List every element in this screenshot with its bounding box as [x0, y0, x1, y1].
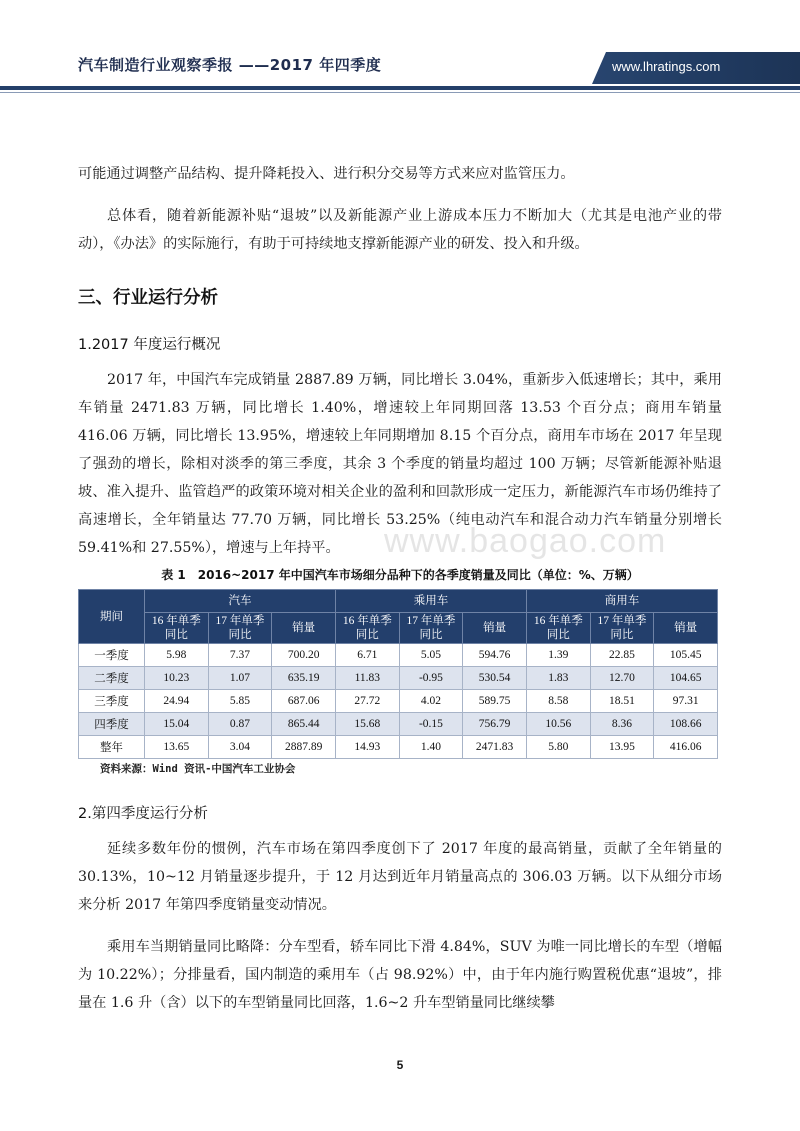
- table-source: 资料来源：Wind 资讯-中国汽车工业协会: [100, 763, 296, 775]
- report-title: 汽车制造行业观察季报 ——2017 年四季度: [78, 56, 382, 74]
- paragraph: 延续多数年份的惯例，汽车市场在第四季度创下了 2017 年度的最高销量，贡献了全年销量的 30.13%，10~12 月销量逐步提升，于 12 月达到近年月销量高点的 306.03 万辆。以下从细分市场来分析 2017 年第四季度销量变动情况。: [78, 841, 722, 913]
- table-group-header: 汽车: [145, 590, 336, 613]
- table-cell: 5.80: [526, 736, 590, 759]
- table-cell: 530.54: [463, 667, 527, 690]
- row-period: 三季度: [79, 690, 145, 713]
- table-cell: 14.93: [335, 736, 399, 759]
- page-header: [0, 0, 800, 92]
- table-subheader: 16 年单季同比: [335, 613, 399, 644]
- page-content: [78, 160, 722, 1017]
- table-cell: 97.31: [654, 690, 718, 713]
- row-period: 整年: [79, 736, 145, 759]
- table-cell: 1.39: [526, 644, 590, 667]
- table-group-header: 乘用车: [335, 590, 526, 613]
- table-cell: 13.95: [590, 736, 654, 759]
- table-cell: 11.83: [335, 667, 399, 690]
- table-cell: 2887.89: [272, 736, 336, 759]
- table-cell: 10.23: [145, 667, 209, 690]
- table-cell: 700.20: [272, 644, 336, 667]
- table-cell: 24.94: [145, 690, 209, 713]
- table-cell: 416.06: [654, 736, 718, 759]
- table-cell: 18.51: [590, 690, 654, 713]
- table-cell: 15.04: [145, 713, 209, 736]
- table-cell: 27.72: [335, 690, 399, 713]
- table-row: [79, 690, 718, 713]
- table-subheader: 17 年单季同比: [590, 613, 654, 644]
- table-cell: 13.65: [145, 736, 209, 759]
- table-cell: 589.75: [463, 690, 527, 713]
- paragraph: 2017 年，中国汽车完成销量 2887.89 万辆，同比增长 3.04%，重新步入低速增长；其中，乘用车销量 2471.83 万辆，同比增长 1.40%，增速较上年同期回落 13.53 个百分点；商用车销量 416.06 万辆，同比增长 13.95%，增速较上年同期增加 8.15 个百分点，商用车市场在 2017 年呈现了强劲的增长，除相对淡季的第三季度，其余 3 个季度的销量均超过 100 万辆；尽管新能源补贴退坡、准入提升、监管趋严的政策环境对相关企业的盈利和回款形成一定压力，新能源汽车市场仍维持了高速增长，全年销量达 77.70 万辆，同比增长 53.25%（纯电动汽车和混合动力汽车销量分别增长 59.41%和 27.55%），增速与上年持平。: [78, 372, 722, 556]
- table-cell: 5.05: [399, 644, 463, 667]
- table-row: [79, 713, 718, 736]
- table-cell: 108.66: [654, 713, 718, 736]
- subsection-heading: 1.2017 年度运行概况: [78, 337, 221, 353]
- table-cell: 635.19: [272, 667, 336, 690]
- table-cell: -0.15: [399, 713, 463, 736]
- table-cell: 15.68: [335, 713, 399, 736]
- table-cell: 1.07: [208, 667, 272, 690]
- table-cell: -0.95: [399, 667, 463, 690]
- paragraph: 乘用车当期销量同比略降：分车型看，轿车同比下滑 4.84%，SUV 为唯一同比增长的车型（增幅为 10.22%）；分排量看，国内制造的乘用车（占 98.92%）中，由于年内施行购置税优惠“退坡”，排量在 1.6 升（含）以下的车型销量同比回落，1.6~2 升车型销量同比继续攀: [78, 939, 722, 1011]
- table-cell: 756.79: [463, 713, 527, 736]
- table-cell: 1.40: [399, 736, 463, 759]
- table-row: [79, 736, 718, 759]
- table-cell: 7.37: [208, 644, 272, 667]
- table-cell: 5.98: [145, 644, 209, 667]
- table-cell: 8.58: [526, 690, 590, 713]
- table-cell: 1.83: [526, 667, 590, 690]
- table-cell: 865.44: [272, 713, 336, 736]
- table-cell: 687.06: [272, 690, 336, 713]
- watermark: www.baogao.com: [384, 522, 667, 560]
- table-cell: 8.36: [590, 713, 654, 736]
- table-subheader: 16 年单季同比: [145, 613, 209, 644]
- sales-table: [78, 589, 718, 759]
- table-subheader: 销量: [654, 613, 718, 644]
- table-cell: 594.76: [463, 644, 527, 667]
- table-header-period: 期间: [79, 590, 145, 644]
- row-period: 一季度: [79, 644, 145, 667]
- header-divider: [0, 86, 800, 90]
- row-period: 四季度: [79, 713, 145, 736]
- table-row: [79, 644, 718, 667]
- table-row: [79, 667, 718, 690]
- section-heading: 三、行业运行分析: [78, 288, 218, 308]
- table-cell: 10.56: [526, 713, 590, 736]
- table-subheader: 销量: [463, 613, 527, 644]
- table-cell: 22.85: [590, 644, 654, 667]
- table-cell: 104.65: [654, 667, 718, 690]
- table-subheader: 销量: [272, 613, 336, 644]
- website-url[interactable]: www.lhratings.com: [612, 59, 721, 74]
- table-cell: 105.45: [654, 644, 718, 667]
- table-cell: 3.04: [208, 736, 272, 759]
- paragraph: 总体看，随着新能源补贴“退坡”以及新能源产业上游成本压力不断加大（尤其是电池产业的带动），《办法》的实际施行，有助于可持续地支撑新能源产业的研发、投入和升级。: [78, 208, 722, 252]
- table-subheader: 16 年单季同比: [526, 613, 590, 644]
- table-subheader: 17 年单季同比: [399, 613, 463, 644]
- table-subheader: 17 年单季同比: [208, 613, 272, 644]
- table-cell: 5.85: [208, 690, 272, 713]
- table-cell: 4.02: [399, 690, 463, 713]
- row-period: 二季度: [79, 667, 145, 690]
- table-cell: 0.87: [208, 713, 272, 736]
- table-cell: 2471.83: [463, 736, 527, 759]
- table-group-header: 商用车: [526, 590, 717, 613]
- page-number: 5: [396, 1058, 404, 1072]
- header-divider-thin: [0, 92, 800, 93]
- table-cell: 12.70: [590, 667, 654, 690]
- table-cell: 6.71: [335, 644, 399, 667]
- table-caption: 表 1 2016~2017 年中国汽车市场细分品种下的各季度销量及同比（单位：%、万辆）: [161, 568, 639, 582]
- subsection-heading: 2.第四季度运行分析: [78, 806, 208, 822]
- paragraph: 可能通过调整产品结构、提升降耗投入、进行积分交易等方式来应对监管压力。: [78, 166, 575, 182]
